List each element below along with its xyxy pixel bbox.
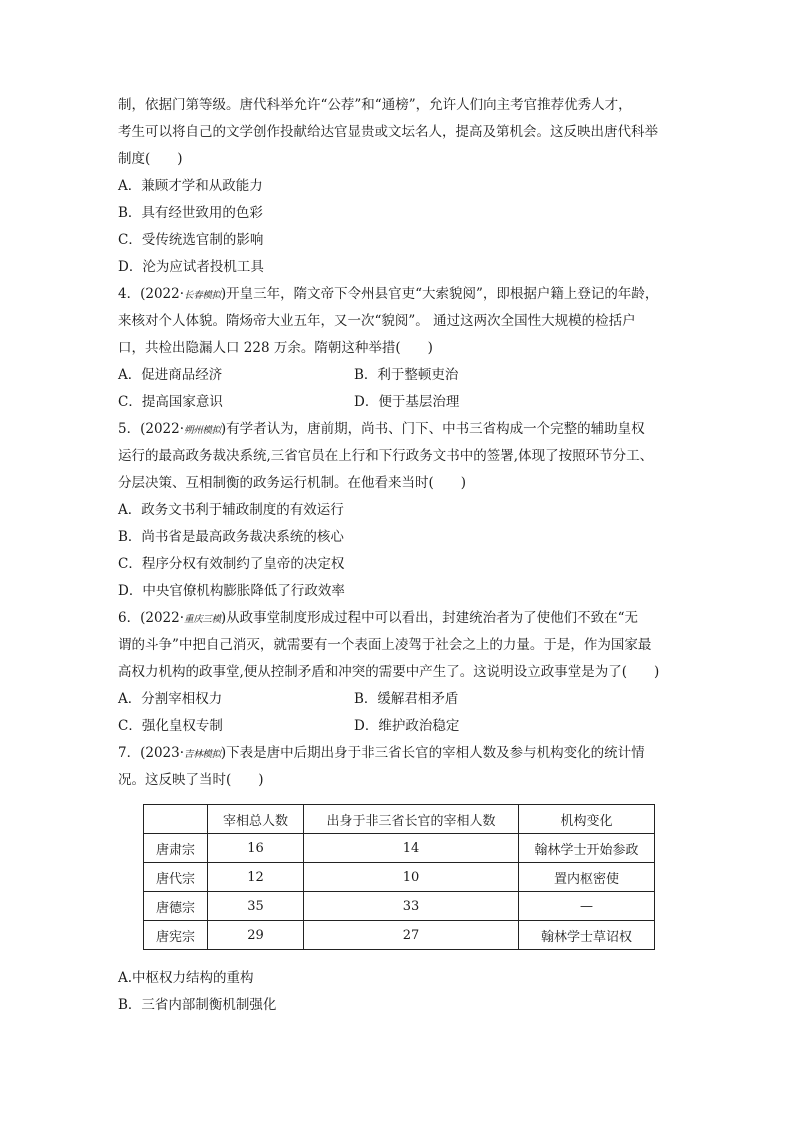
q6-options-row-2 bbox=[118, 713, 678, 740]
table-cell: 33 bbox=[304, 892, 519, 921]
q3-option-a: A．兼顾才学和从政能力 bbox=[118, 178, 263, 194]
q4-line-1 bbox=[118, 281, 678, 308]
table-cell: 翰林学士草诏权 bbox=[519, 921, 655, 950]
q7-option-a: A.中枢权力结构的重构 bbox=[118, 970, 254, 986]
q3-option-c: C．受传统选官制的影响 bbox=[118, 232, 264, 248]
table-cell: 唐代宗 bbox=[144, 863, 208, 892]
q7-option-b: B．三省内部制衡机制强化 bbox=[118, 997, 277, 1013]
q7-line-1 bbox=[118, 740, 678, 767]
q3-line-2: 考生可以将自己的文学创作投献给达官显贵或文坛名人，提高及第机会。这反映出唐代科举 bbox=[118, 124, 658, 140]
q4-options-row-2 bbox=[118, 389, 678, 416]
table-cell: 置内枢密使 bbox=[519, 863, 655, 892]
table-header-cell bbox=[144, 805, 208, 834]
q6-options-row-1 bbox=[118, 686, 678, 713]
q4-text-1: )开皇三年，隋文帝下令州县官吏“大索貌阅”，即根据户籍上登记的年龄， bbox=[220, 286, 659, 302]
table-cell: 唐肃宗 bbox=[144, 834, 208, 863]
q6-text-1: )从政事堂制度形成过程中可以看出，封建统治者为了使他们不致在“无 bbox=[220, 610, 638, 626]
q7-text-1: )下表是唐中后期出身于非三省长官的宰相人数及参与机构变化的统计情 bbox=[220, 745, 645, 761]
table-cell: 35 bbox=[208, 892, 304, 921]
q6-option-b: B．缓解君相矛盾 bbox=[354, 691, 459, 707]
q4-option-a: A．促进商品经济 bbox=[118, 367, 223, 383]
q5-source: 朔州模拟 bbox=[184, 425, 221, 436]
q4-option-c: C．提高国家意识 bbox=[118, 394, 223, 410]
q5-line-1 bbox=[118, 416, 678, 443]
table-cell: 29 bbox=[208, 921, 304, 950]
table-row bbox=[144, 834, 655, 863]
table-header-row bbox=[144, 805, 655, 834]
q4-source: 长春模拟 bbox=[184, 290, 221, 301]
q6-option-a: A．分割宰相权力 bbox=[118, 691, 223, 707]
q5-option-d: D．中央官僚机构膨胀降低了行政效率 bbox=[118, 583, 345, 599]
q5-text-1: )有学者认为，唐前期，尚书、门下、中书三省构成一个完整的辅助皇权 bbox=[220, 421, 645, 437]
q4-option-b: B．利于整顿吏治 bbox=[354, 367, 459, 383]
q6-line-2: 谓的斗争”中把自己消灭，就需要有一个表面上凌驾于社会之上的力量。于是，作为国家最 bbox=[118, 637, 652, 653]
q3-line-3: 制度( ) bbox=[118, 151, 183, 167]
table-header-cell: 宰相总人数 bbox=[208, 805, 304, 834]
table-cell: 14 bbox=[304, 834, 519, 863]
table-cell: 唐宪宗 bbox=[144, 921, 208, 950]
q3-line-1: 制，依据门第等级。唐代科举允许“公荐”和“通榜”，允许人们向主考官推荐优秀人才， bbox=[118, 97, 632, 113]
table-cell: — bbox=[519, 892, 655, 921]
table-row bbox=[144, 921, 655, 950]
q5-number: 5．(2022· bbox=[118, 421, 185, 437]
table-cell: 16 bbox=[208, 834, 304, 863]
table-row bbox=[144, 892, 655, 921]
chancellor-table bbox=[143, 804, 655, 950]
table-cell: 10 bbox=[304, 863, 519, 892]
q3-option-d: D．沦为应试者投机工具 bbox=[118, 259, 264, 275]
table-cell: 翰林学士开始参政 bbox=[519, 834, 655, 863]
q5-option-a: A．政务文书利于辅政制度的有效运行 bbox=[118, 502, 344, 518]
q7-number: 7．(2023· bbox=[118, 745, 185, 761]
q6-number: 6．(2022· bbox=[118, 610, 185, 626]
q4-option-d: D．便于基层治理 bbox=[354, 394, 460, 410]
q4-line-3: 口，共检出隐漏人口 228 万余。隋朝这种举措( ) bbox=[118, 340, 433, 356]
q6-line-1 bbox=[118, 605, 678, 632]
q5-line-3: 分层决策、互相制衡的政务运行机制。在他看来当时( ) bbox=[118, 475, 467, 491]
q6-option-c: C．强化皇权专制 bbox=[118, 718, 223, 734]
q6-source: 重庆三模 bbox=[184, 614, 221, 625]
question-content bbox=[118, 92, 678, 794]
table-cell: 12 bbox=[208, 863, 304, 892]
q4-line-2: 来核对个人体貌。隋炀帝大业五年，又一次“貌阅”。 通过这两次全国性大规模的检括户 bbox=[118, 313, 636, 329]
q5-option-b: B．尚书省是最高政务裁决系统的核心 bbox=[118, 529, 344, 545]
table-cell: 唐德宗 bbox=[144, 892, 208, 921]
table-row bbox=[144, 863, 655, 892]
q4-options-row-1 bbox=[118, 362, 678, 389]
q6-option-d: D．维护政治稳定 bbox=[354, 718, 460, 734]
table-header-cell: 出身于非三省长官的宰相人数 bbox=[304, 805, 519, 834]
q7-options bbox=[118, 965, 678, 1019]
q5-option-c: C．程序分权有效制约了皇帝的决定权 bbox=[118, 556, 345, 572]
q7-line-2: 况。这反映了当时( ) bbox=[118, 772, 264, 788]
q3-option-b: B．具有经世致用的色彩 bbox=[118, 205, 263, 221]
table-header-cell: 机构变化 bbox=[519, 805, 655, 834]
q7-source: 吉林模拟 bbox=[184, 749, 221, 760]
table-cell: 27 bbox=[304, 921, 519, 950]
q6-line-3: 高权力机构的政事堂,便从控制矛盾和冲突的需要中产生了。这说明设立政事堂是为了( ) bbox=[118, 664, 660, 680]
q5-line-2: 运行的最高政务裁决系统,三省官员在上行和下行政务文书中的签署,体现了按照环节分工、 bbox=[118, 448, 654, 464]
q4-number: 4．(2022· bbox=[118, 286, 185, 302]
